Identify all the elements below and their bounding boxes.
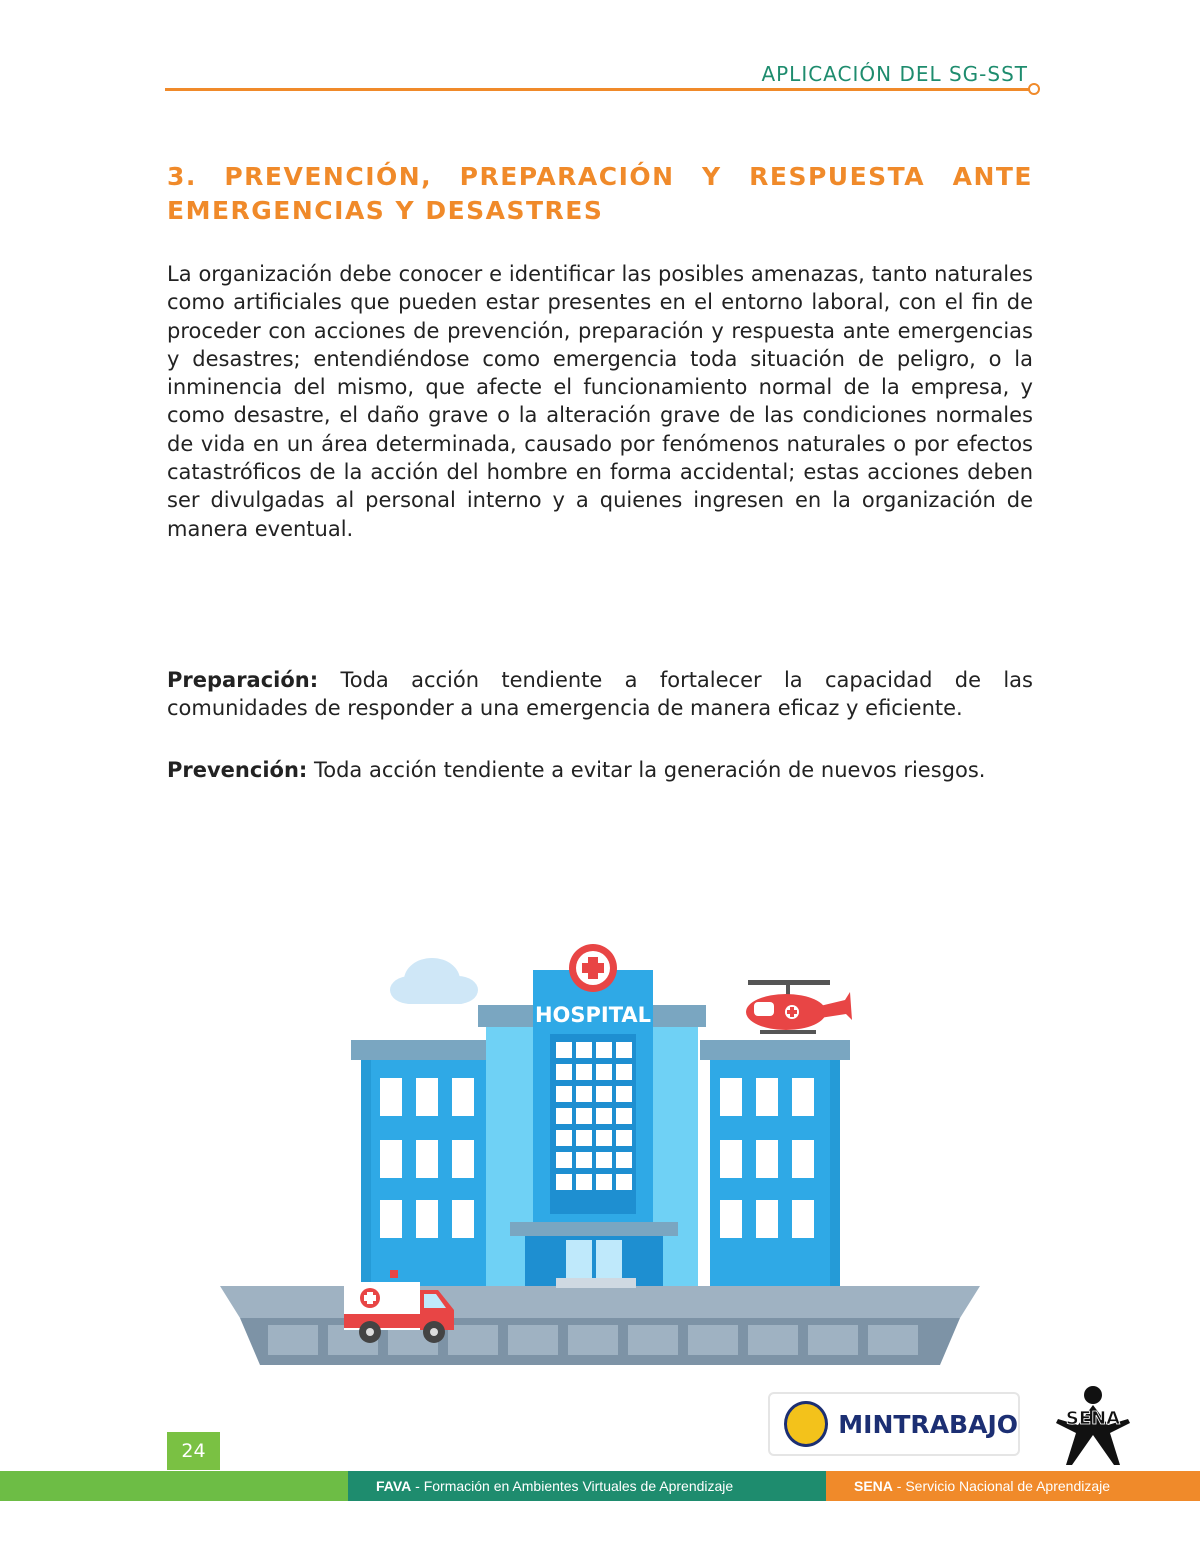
definition-prevencion xyxy=(167,756,1033,784)
ground-platform xyxy=(220,1278,980,1365)
coat-of-arms-icon xyxy=(784,1401,828,1447)
section-heading: 3. PREVENCIÓN, PREPARACIÓN Y RESPUESTA ANTE EMERGENCIAS Y DESASTRES xyxy=(167,162,1033,225)
footer-sena-label: SENA xyxy=(854,1478,893,1494)
hospital-illustration xyxy=(220,940,980,1370)
helicopter-icon xyxy=(746,980,852,1034)
definition-text: Toda acción tendiente a evitar la generación de nuevos riesgos. xyxy=(307,758,986,782)
sena-wordmark: SENA xyxy=(1065,1408,1121,1429)
definition-text: Toda acción tendiente a fortalecer la capacidad de las comunidades de responder a una emergencia de manera eficaz y eficiente. xyxy=(167,668,1033,721)
sena-logo xyxy=(1048,1385,1138,1467)
header-divider xyxy=(165,88,1031,91)
mintrabajo-logo xyxy=(768,1392,1020,1456)
footer-fava-text: - Formación en Ambientes Virtuales de Aprendizaje xyxy=(411,1478,734,1494)
mintrabajo-wordmark: MINTRABAJO xyxy=(838,1409,1018,1439)
red-cross-icon xyxy=(569,944,617,992)
footer-sena-text: - Servicio Nacional de Aprendizaje xyxy=(892,1478,1111,1494)
page-number: 24 xyxy=(167,1432,220,1470)
header-title: APLICACIÓN DEL SG-SST xyxy=(761,62,1028,86)
definition-term: Preparación: xyxy=(167,668,319,692)
footer-sena xyxy=(826,1471,1200,1501)
footer-fava xyxy=(348,1471,826,1501)
hospital-sign: HOSPITAL xyxy=(534,1003,652,1027)
intro-paragraph: La organización debe conocer e identificar las posibles amenazas, tanto naturales como artificiales que pueden estar presentes en el entorno laboral, con el fin de proceder con acciones de prevención, preparación y respuesta ante emergencias y desastres; entendiéndose como emergencia toda situación de peligro, o la inminencia del mismo, que afecte el funcionamiento normal de la empresa, y como desastre, el daño grave o la alteración grave de las condiciones normales de vida en un área determinada, causado por fenómenos naturales o por efectos catastróficos de la acción del hombre en forma accidental; estas acciones deben ser divulgadas al personal interno y a quienes ingresen en la organización de manera eventual. xyxy=(167,262,1033,541)
definition-term: Prevención: xyxy=(167,758,308,782)
cloud-icon xyxy=(390,958,478,1004)
footer-fava-label: FAVA xyxy=(376,1478,412,1494)
header-divider-dot xyxy=(1028,83,1040,95)
definition-preparacion xyxy=(167,666,1033,723)
